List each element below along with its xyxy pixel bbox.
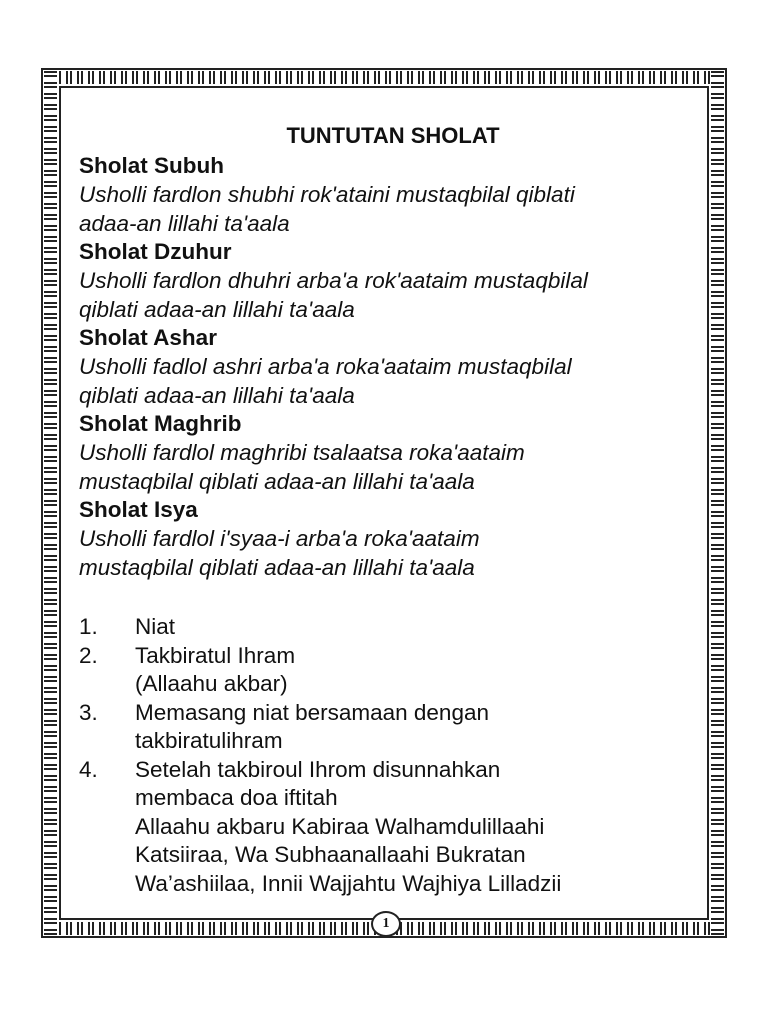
niat-line: mustaqbilal qiblati adaa-an lillahi ta'aala bbox=[79, 555, 475, 580]
prayer-heading: Sholat Subuh bbox=[79, 153, 224, 178]
list-item-number: 1. bbox=[79, 614, 98, 639]
niat-line: mustaqbilal qiblati adaa-an lillahi ta'aala bbox=[79, 469, 475, 494]
list-item-number: 4. bbox=[79, 756, 98, 782]
list-item bbox=[79, 756, 699, 899]
prayer-niat bbox=[79, 266, 699, 324]
prayer-niat bbox=[79, 352, 699, 410]
list-item-number: 3. bbox=[79, 699, 98, 725]
ornament-border-top bbox=[44, 71, 724, 84]
prayer-heading: Sholat Ashar bbox=[79, 325, 217, 350]
list-item-line: Allaahu akbaru Kabiraa Walhamdulillaahi bbox=[135, 813, 545, 839]
list-item-text bbox=[135, 613, 699, 642]
list-item-line: takbiratulihram bbox=[135, 728, 283, 753]
list-item-text bbox=[135, 699, 699, 756]
list-item bbox=[79, 699, 699, 756]
ornament-border-left bbox=[44, 71, 57, 935]
list-item bbox=[79, 642, 699, 699]
niat-line: Usholli fardlon dhuhri arba'a rok'aataim mustaqbilal bbox=[79, 268, 588, 293]
prayer-niat bbox=[79, 438, 699, 496]
niat-line: qiblati adaa-an lillahi ta'aala bbox=[79, 383, 355, 408]
prayer-section-maghrib bbox=[79, 410, 699, 496]
list-item-line: membaca doa iftitah bbox=[135, 785, 338, 810]
prayer-heading: Sholat Isya bbox=[79, 497, 198, 522]
niat-line: Usholli fardlol i'syaa-i arba'a roka'aataim bbox=[79, 526, 480, 551]
prayer-heading: Sholat Dzuhur bbox=[79, 239, 232, 264]
list-item-line: Setelah takbiroul Ihrom disunnahkan bbox=[135, 756, 501, 782]
list-item-text bbox=[135, 642, 699, 699]
prayer-niat bbox=[79, 180, 699, 238]
prayer-section-subuh bbox=[79, 152, 699, 238]
niat-line: Usholli fardlol maghribi tsalaatsa roka'aataim bbox=[79, 440, 525, 465]
ornament-border-right bbox=[711, 71, 724, 935]
prayer-heading: Sholat Maghrib bbox=[79, 411, 242, 436]
list-item-line: Katsiiraa, Wa Subhaanallaahi Bukratan bbox=[135, 842, 526, 867]
niat-line: Usholli fadlol ashri arba'a roka'aataim mustaqbilal bbox=[79, 354, 572, 379]
page-title: TUNTUTAN SHOLAT bbox=[286, 123, 500, 148]
niat-line: Usholli fardlon shubhi rok'ataini mustaqbilal qiblati bbox=[79, 182, 575, 207]
list-item-line: Takbiratul Ihram bbox=[135, 642, 296, 668]
page-number: 1 bbox=[371, 911, 401, 937]
prayer-section-dzuhur bbox=[79, 238, 699, 324]
list-item-text bbox=[135, 756, 699, 899]
list-item-number: 2. bbox=[79, 642, 98, 668]
list-item-line: Memasang niat bersamaan dengan bbox=[135, 699, 489, 725]
niat-line: qiblati adaa-an lillahi ta'aala bbox=[79, 297, 355, 322]
niat-line: adaa-an lillahi ta'aala bbox=[79, 211, 290, 236]
steps-list bbox=[79, 613, 699, 898]
list-item-line: Niat bbox=[135, 614, 176, 639]
prayer-section-ashar bbox=[79, 324, 699, 410]
list-item bbox=[79, 613, 699, 642]
prayer-niat bbox=[79, 524, 699, 582]
list-item-line: (Allaahu akbar) bbox=[135, 671, 288, 696]
prayer-section-isya bbox=[79, 496, 699, 582]
document-content bbox=[79, 120, 699, 898]
list-item-line: Wa’ashiilaa, Innii Wajjahtu Wajhiya Lilladzii bbox=[135, 870, 562, 896]
